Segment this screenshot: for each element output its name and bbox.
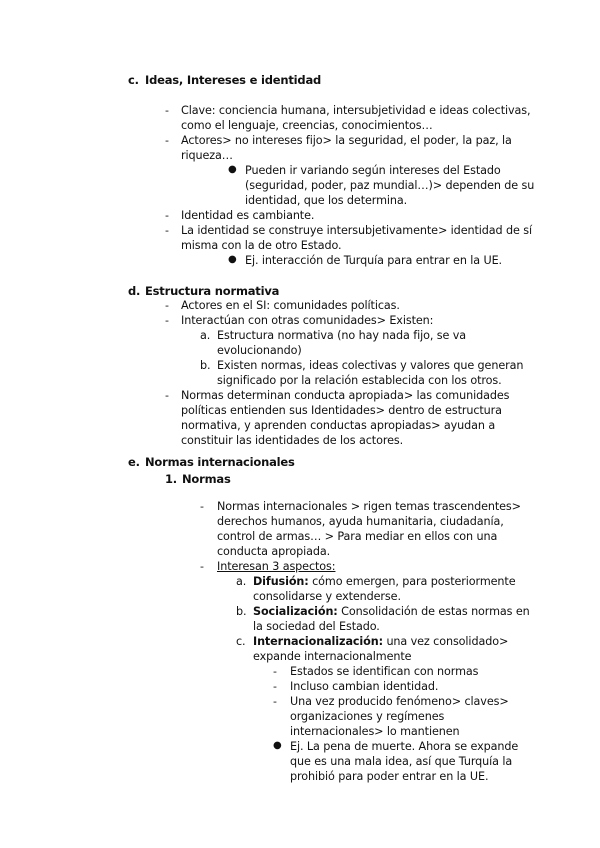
e-item-c-rest: una vez consolidado> [382,635,509,648]
c-bullet-3: Identidad es cambiante. [181,209,315,222]
round-bullet: ● [228,254,237,265]
round-bullet: ● [273,740,282,751]
e-item-b-bold: Socialización: [253,605,338,618]
e-bullet-1-line-4: conducta apropiada. [217,545,331,558]
e-c-bullet-2: Incluso cambian identidad. [290,680,439,693]
e-c-bullet-3-line-2: organizaciones y regímenes [290,710,445,723]
c-bullet-4-line-1: La identidad se construye intersubjetivamente> identidad de sí [181,224,532,237]
e-c-bullet-3-line-1: Una vez producido fenómeno> claves> [290,695,509,708]
d-item-a-line-2: evolucionando) [217,344,302,357]
dash-bullet: - [165,224,169,237]
e-item-a-bold: Difusión: [253,575,309,588]
d-item-a-line-1: Estructura normativa (no hay nada fijo, se va [217,329,467,342]
dash-bullet: - [165,209,169,222]
c-bullet-2-line-1: Actores> no intereses fijo> la seguridad, el poder, la paz, la [181,134,512,147]
dash-bullet: - [200,500,204,513]
e-bullet-1-line-3: control de armas… > Para mediar en ellos con una [217,530,498,543]
e-item-c-marker: c. [236,635,246,648]
d-item-a-marker: a. [200,329,211,342]
e-item-c-line-2: expande internacionalmente [253,650,412,663]
e-item-a-rest: cómo emergen, para posteriormente [308,575,516,588]
d-bullet-3-line-1: Normas determinan conducta apropiada> las comunidades [181,389,510,402]
c-sub-1-line-3: identidad, que los determina. [245,194,408,207]
dash-bullet: - [165,389,169,402]
c-sub-1-line-1: Pueden ir variando según intereses del Estado [245,164,501,177]
d-item-b-marker: b. [200,359,211,372]
e-bullet-1-line-1: Normas internacionales > rigen temas trascendentes> [217,500,521,513]
section-e-marker: e. [128,455,140,469]
dash-bullet: - [273,695,277,708]
section-d-heading: Estructura normativa [145,284,280,298]
round-bullet: ● [228,164,237,175]
c-bullet-2-line-2: riqueza… [181,149,233,162]
c-bullet-4-line-2: misma con la de otro Estado. [181,239,342,252]
dash-bullet: - [273,680,277,693]
dash-bullet: - [273,665,277,678]
d-bullet-2: Interactúan con otras comunidades> Existen: [181,314,434,327]
e-item-a-line-2: consolidarse y extenderse. [253,590,401,603]
d-bullet-3-line-4: constituir las identidades de los actores. [181,434,404,447]
e-item-c-bold: Internacionalización: [253,635,383,648]
e-bullet-1-line-2: derechos humanos, ayuda humanitaria, ciudadanía, [217,515,504,528]
d-bullet-3-line-3: normativa, y aprenden conductas apropiadas> ayudan a [181,419,496,432]
e-c-example-line-1: Ej. La pena de muerte. Ahora se expande [290,740,519,753]
e-item-a-marker: a. [236,575,247,588]
c-sub-1-line-2: (seguridad, poder, paz mundial…)> dependen de su [245,179,535,192]
section-d-marker: d. [128,284,141,298]
section-e-heading: Normas internacionales [145,455,295,469]
d-bullet-1: Actores en el SI: comunidades políticas. [181,299,400,312]
e-c-bullet-3-line-3: internacionales> lo mantienen [290,725,460,738]
e-item-b-line-2: la sociedad del Estado. [253,620,380,633]
e-item-b-rest: Consolidación de estas normas en [337,605,530,618]
subsection-1-heading: Normas [182,472,231,486]
dash-bullet: - [165,314,169,327]
dash-bullet: - [165,299,169,312]
section-c-heading: Ideas, Intereses e identidad [145,73,322,87]
d-item-b-line-2: significado por la relación establecida con los otros. [217,374,502,387]
c-bullet-1-line-2: como el lenguaje, creencias, conocimientos… [181,119,433,132]
d-bullet-3-line-2: políticas entienden sus Identidades> dentro de estructura [181,404,502,417]
e-c-bullet-1: Estados se identifican con normas [290,665,479,678]
c-sub-2: Ej. interacción de Turquía para entrar en la UE. [245,254,502,267]
dash-bullet: - [200,560,204,573]
e-c-example-line-2: que es una mala idea, así que Turquía la [290,755,513,768]
e-c-example-line-3: prohibió para poder entrar en la UE. [290,770,489,783]
dash-bullet: - [165,134,169,147]
e-item-b-marker: b. [236,605,247,618]
c-bullet-1-line-1: Clave: conciencia humana, intersubjetividad e ideas colectivas, [181,104,531,117]
d-item-b-line-1: Existen normas, ideas colectivas y valores que generan [217,359,524,372]
section-c-marker: c. [128,73,139,87]
e-bullet-2: Interesan 3 aspectos: [217,560,336,573]
dash-bullet: - [165,104,169,117]
e-item-b-line-1 [253,604,530,619]
e-item-c-line-1 [253,634,508,649]
e-item-a-line-1 [253,574,516,589]
subsection-1-marker: 1. [165,472,177,486]
